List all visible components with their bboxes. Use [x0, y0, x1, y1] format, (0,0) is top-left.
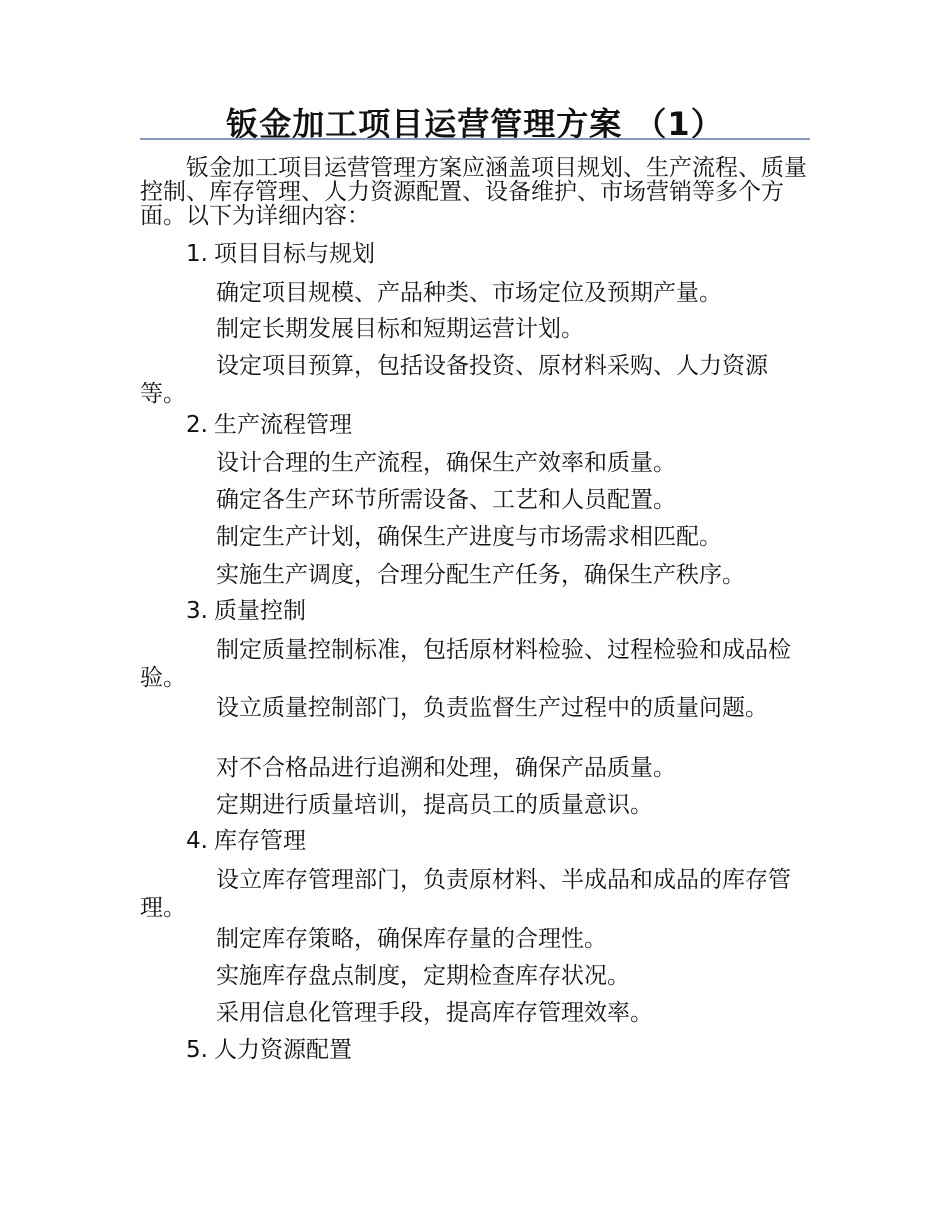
section-title: 生产流程管理: [213, 412, 352, 438]
section-heading-4: [186, 827, 306, 855]
list-item: 制定长期发展目标和短期运营计划。: [216, 316, 584, 342]
section-heading-5: [186, 1036, 352, 1064]
list-item: 定期进行质量培训，提高员工的质量意识。: [216, 792, 653, 818]
list-item: 确定项目规模、产品种类、市场定位及预期产量。: [216, 280, 722, 306]
document-title: 钣金加工项目运营管理方案 （1）: [226, 105, 724, 143]
section-number: 4.: [186, 828, 208, 854]
list-item: 设计合理的生产流程，确保生产效率和质量。: [216, 450, 676, 476]
list-item: 设立质量控制部门，负责监督生产过程中的质量问题。: [216, 695, 768, 721]
section-number: 2.: [186, 412, 208, 438]
section-number: 1.: [186, 241, 208, 267]
list-item: 实施库存盘点制度，定期检查库存状况。: [216, 963, 630, 989]
section-number: 5.: [186, 1037, 208, 1063]
section-heading-1: [186, 240, 375, 268]
list-item: 制定库存策略，确保库存量的合理性。: [216, 926, 607, 952]
list-item: 采用信息化管理手段，提高库存管理效率。: [216, 1000, 653, 1026]
section-title: 库存管理: [213, 828, 306, 854]
list-item: 设立库存管理部门，负责原材料、半成品和成品的库存管理。: [140, 867, 791, 921]
list-item: 设定项目预算，包括设备投资、原材料采购、人力资源等。: [140, 353, 768, 407]
section-heading-3: [186, 597, 306, 625]
intro-paragraph: 钣金加工项目运营管理方案应涵盖项目规划、生产流程、质量控制、库存管理、人力资源配置、设备维护、市场营销等多个方面。以下为详细内容：: [140, 155, 807, 229]
section-number: 3.: [186, 598, 208, 624]
section-heading-2: [186, 411, 352, 439]
list-item: 确定各生产环节所需设备、工艺和人员配置。: [216, 487, 676, 513]
section-title: 人力资源配置: [213, 1037, 352, 1063]
section-title: 质量控制: [213, 598, 306, 624]
title-underline: [140, 138, 810, 140]
list-item: 制定质量控制标准，包括原材料检验、过程检验和成品检验。: [140, 637, 791, 691]
list-item: 制定生产计划，确保生产进度与市场需求相匹配。: [216, 524, 722, 550]
list-item: 对不合格品进行追溯和处理，确保产品质量。: [216, 755, 676, 781]
section-title: 项目目标与规划: [213, 241, 375, 267]
list-item: 实施生产调度，合理分配生产任务，确保生产秩序。: [216, 562, 745, 588]
